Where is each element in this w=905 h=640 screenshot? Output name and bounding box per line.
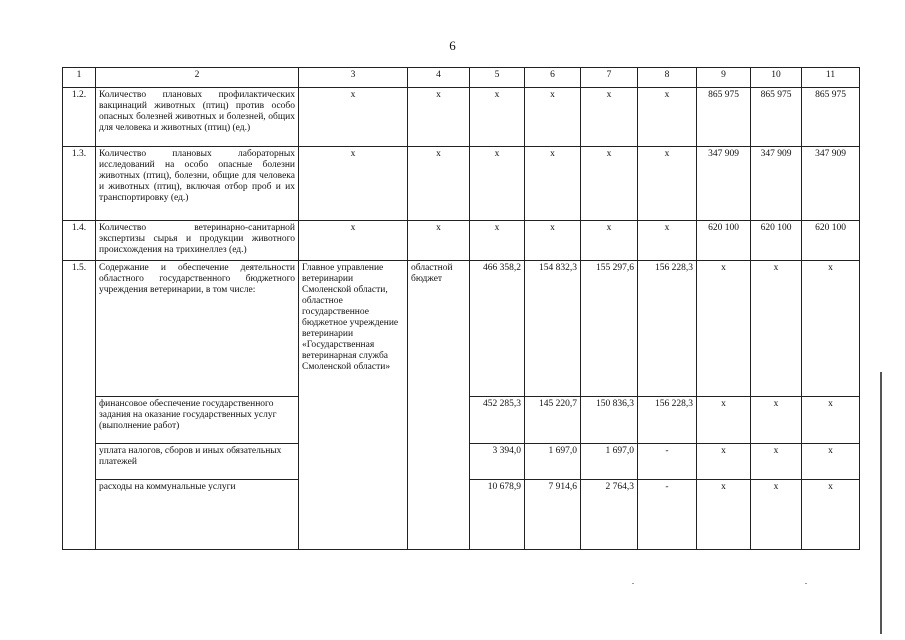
header-cell-8: 8 [638,68,697,88]
cell-value: x [408,147,470,221]
cell-value: x [525,221,581,261]
cell-value: 466 358,2 [470,261,525,397]
cell-value: 150 836,3 [581,397,638,444]
cell-value: x [751,444,802,480]
page-number: 6 [449,38,456,53]
cell-value: x [802,444,860,480]
cell-value: 452 285,3 [470,397,525,444]
row-number: 1.2. [63,88,96,147]
scan-edge-line [880,372,882,634]
cell-value: x [470,221,525,261]
cell-value: 347 909 [751,147,802,221]
scan-speck [632,583,634,584]
cell-value: x [697,397,751,444]
cell-value: x [638,147,697,221]
header-cell-7: 7 [581,68,638,88]
cell-value: 620 100 [751,221,802,261]
cell-value: - [638,480,697,550]
program-table [62,67,860,550]
cell-value: x [408,221,470,261]
cell-value: 10 678,9 [470,480,525,550]
header-cell-6: 6 [525,68,581,88]
cell-value: 1 697,0 [581,444,638,480]
header-cell-9: 9 [697,68,751,88]
cell-value: x [751,480,802,550]
cell-value: x [581,147,638,221]
cell-value: x [408,88,470,147]
row-number: 1.5. [63,261,96,550]
cell-value: 347 909 [697,147,751,221]
cell-value: x [802,480,860,550]
cell-value: 347 909 [802,147,860,221]
cell-value: x [697,261,751,397]
cell-value: x [638,88,697,147]
cell-value: x [299,147,408,221]
cell-value: 154 832,3 [525,261,581,397]
cell-value: x [581,221,638,261]
cell-value: x [638,221,697,261]
header-cell-4: 4 [408,68,470,88]
row-description: Количество ветеринарно-санитарной экспертизы сырья и продукции животного происхождения на трихинеллез (ед.) [96,221,299,261]
table-row [63,261,860,397]
scan-speck [805,583,807,584]
header-cell-5: 5 [470,68,525,88]
executor-cell: Главное управление ветеринарии Смоленской области, областное государственное бюджетное учреждение ветеринарии «Государственная ветеринарная служба Смоленской области» [299,261,408,550]
cell-value: x [525,88,581,147]
subrow-description: расходы на коммунальные услуги [96,480,299,550]
cell-value: x [802,261,860,397]
cell-value: 620 100 [697,221,751,261]
cell-value: x [751,397,802,444]
row-description: Количество плановых профилактических вакцинаций животных (птиц) против особо опасных болезней животных и болезней, общих для человека и животных (птиц) (ед.) [96,88,299,147]
subrow-description: финансовое обеспечение государственного задания на оказание государственных услуг (выполнение работ) [96,397,299,444]
cell-value: 156 228,3 [638,397,697,444]
cell-value: x [697,480,751,550]
cell-value: 620 100 [802,221,860,261]
cell-value: x [299,88,408,147]
header-cell-11: 11 [802,68,860,88]
cell-value: x [751,261,802,397]
cell-value: x [470,88,525,147]
row-number: 1.3. [63,147,96,221]
cell-value: 156 228,3 [638,261,697,397]
header-cell-3: 3 [299,68,408,88]
cell-value: 865 975 [751,88,802,147]
cell-value: x [470,147,525,221]
cell-value: x [802,397,860,444]
cell-value: 1 697,0 [525,444,581,480]
row-description: Количество плановых лабораторных исследований на особо опасные болезни животных (птиц), болезни, общие для человека и животных (птиц), включая отбор проб и их транспортировку (ед.) [96,147,299,221]
cell-value: 2 764,3 [581,480,638,550]
row-description: Содержание и обеспечение деятельности областного государственного бюджетного учреждения ветеринарии, в том числе: [96,261,299,397]
subrow-description: уплата налогов, сборов и иных обязательных платежей [96,444,299,480]
cell-value: x [525,147,581,221]
cell-value: 145 220,7 [525,397,581,444]
cell-value: 3 394,0 [470,444,525,480]
header-cell-2: 2 [96,68,299,88]
cell-value: 865 975 [802,88,860,147]
cell-value: x [299,221,408,261]
header-cell-10: 10 [751,68,802,88]
table-row [63,88,860,147]
funding-source-cell: областной бюджет [408,261,470,550]
table-row [63,221,860,261]
cell-value: x [581,88,638,147]
header-cell-1: 1 [63,68,96,88]
cell-value: - [638,444,697,480]
cell-value: 865 975 [697,88,751,147]
cell-value: x [697,444,751,480]
row-number: 1.4. [63,221,96,261]
header-row [63,68,860,88]
table-row [63,147,860,221]
cell-value: 7 914,6 [525,480,581,550]
cell-value: 155 297,6 [581,261,638,397]
